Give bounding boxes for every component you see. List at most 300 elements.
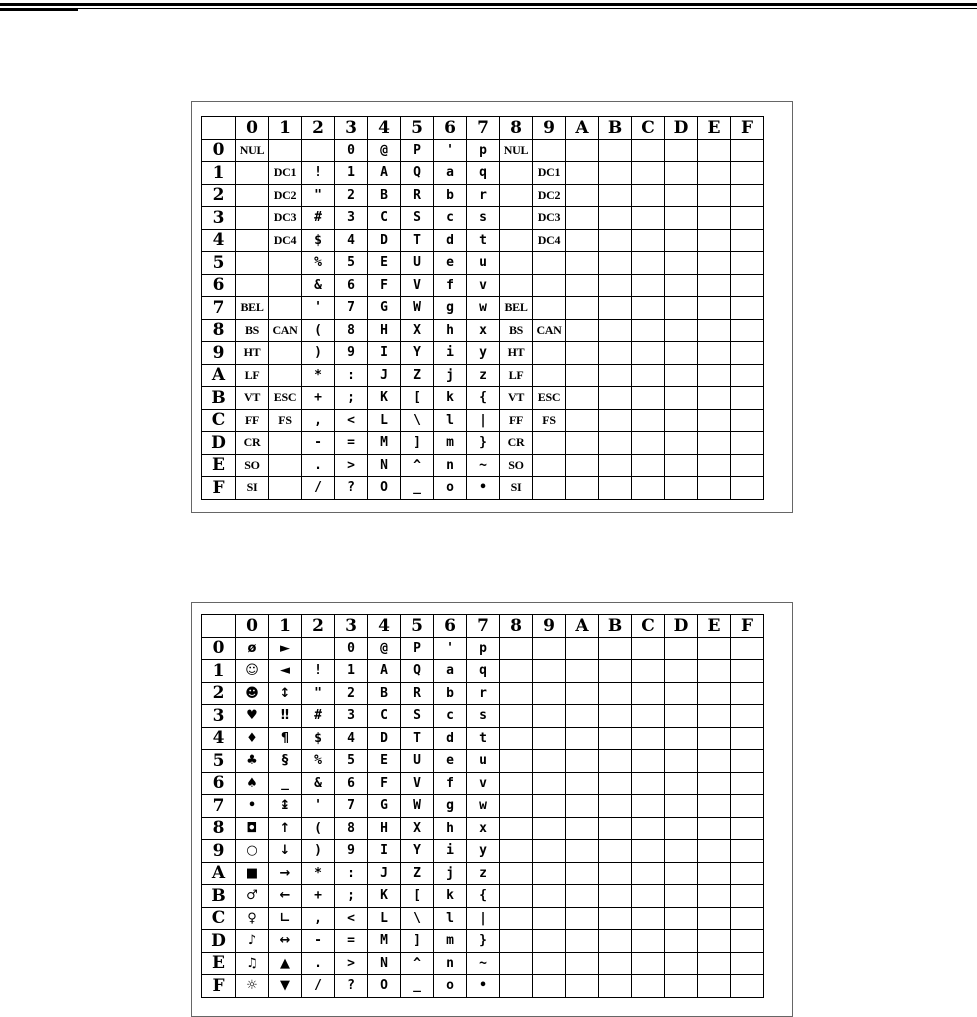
column-header: 0: [236, 117, 269, 140]
table-row: [202, 409, 764, 432]
char-cell: [236, 184, 269, 207]
char-cell: [269, 364, 302, 387]
char-cell: LF: [500, 364, 533, 387]
char-cell: N: [368, 454, 401, 477]
char-cell: [731, 342, 764, 365]
char-cell: DC2: [533, 184, 566, 207]
char-cell: [566, 162, 599, 185]
char-cell: C: [368, 705, 401, 728]
char-cell: [632, 387, 665, 410]
row-header: 6: [202, 772, 236, 795]
char-cell: [599, 229, 632, 252]
char-cell: [665, 660, 698, 683]
char-cell: V: [401, 772, 434, 795]
char-cell: [500, 207, 533, 230]
char-cell: 3: [335, 207, 368, 230]
char-cell: p: [467, 139, 500, 162]
column-header: 8: [500, 117, 533, 140]
char-cell: [698, 840, 731, 863]
char-cell: r: [467, 682, 500, 705]
table-row: [202, 252, 764, 275]
char-cell: @: [368, 637, 401, 660]
char-cell: ]: [401, 432, 434, 455]
char-cell: /: [302, 477, 335, 500]
char-cell: ◄: [269, 660, 302, 683]
char-cell: ;: [335, 885, 368, 908]
char-cell: i: [434, 342, 467, 365]
header-row: [202, 117, 764, 140]
char-cell: CAN: [533, 319, 566, 342]
char-cell: [698, 454, 731, 477]
table-row: [202, 297, 764, 320]
char-cell: ☼: [236, 975, 269, 998]
char-cell: j: [434, 862, 467, 885]
char-cell: S: [401, 207, 434, 230]
char-cell: [236, 229, 269, 252]
char-cell: [632, 342, 665, 365]
char-cell: [632, 229, 665, 252]
char-cell: m: [434, 432, 467, 455]
char-cell: [632, 454, 665, 477]
char-cell: [566, 862, 599, 885]
char-cell: B: [368, 184, 401, 207]
column-header: E: [698, 615, 731, 638]
table-row: [202, 907, 764, 930]
char-cell: [698, 637, 731, 660]
char-cell: |: [467, 409, 500, 432]
char-cell: [533, 364, 566, 387]
char-cell: <: [335, 409, 368, 432]
char-cell: U: [401, 252, 434, 275]
char-cell: [533, 660, 566, 683]
char-cell: n: [434, 454, 467, 477]
char-cell: M: [368, 930, 401, 953]
char-cell: ■: [236, 862, 269, 885]
char-cell: [698, 862, 731, 885]
char-cell: LF: [236, 364, 269, 387]
char-cell: [731, 409, 764, 432]
char-cell: ↓: [269, 840, 302, 863]
char-cell: =: [335, 930, 368, 953]
char-cell: [599, 975, 632, 998]
char-cell: [599, 297, 632, 320]
char-cell: ?: [335, 477, 368, 500]
char-cell: /: [302, 975, 335, 998]
char-cell: [599, 705, 632, 728]
char-cell: {: [467, 387, 500, 410]
char-cell: W: [401, 795, 434, 818]
column-header: B: [599, 615, 632, 638]
char-cell: c: [434, 207, 467, 230]
char-cell: [632, 750, 665, 773]
char-cell: [533, 930, 566, 953]
char-cell: 0: [335, 139, 368, 162]
table-row: [202, 432, 764, 455]
table-row: [202, 930, 764, 953]
char-cell: [566, 207, 599, 230]
char-cell: [731, 975, 764, 998]
char-cell: [269, 454, 302, 477]
char-cell: 6: [335, 772, 368, 795]
column-header: 8: [500, 615, 533, 638]
column-header: 1: [269, 615, 302, 638]
char-cell: [698, 252, 731, 275]
char-cell: [599, 184, 632, 207]
char-cell: W: [401, 297, 434, 320]
row-header: E: [202, 952, 236, 975]
char-cell: ¶: [269, 727, 302, 750]
char-cell: d: [434, 727, 467, 750]
char-cell: +: [302, 387, 335, 410]
char-cell: [500, 229, 533, 252]
char-cell: [632, 252, 665, 275]
char-cell: [632, 772, 665, 795]
char-cell: [599, 274, 632, 297]
char-cell: [632, 795, 665, 818]
char-cell: [236, 207, 269, 230]
column-header: 7: [467, 615, 500, 638]
char-cell: [566, 795, 599, 818]
char-cell: [500, 705, 533, 728]
char-cell: [665, 817, 698, 840]
char-cell: Y: [401, 840, 434, 863]
char-cell: [632, 274, 665, 297]
char-cell: {: [467, 885, 500, 908]
char-cell: VT: [236, 387, 269, 410]
char-cell: [533, 705, 566, 728]
char-cell: [698, 387, 731, 410]
char-cell: [599, 364, 632, 387]
char-cell: [698, 207, 731, 230]
char-cell: [665, 907, 698, 930]
char-cell: NUL: [500, 139, 533, 162]
row-header: 2: [202, 682, 236, 705]
char-cell: [500, 660, 533, 683]
char-cell: 7: [335, 795, 368, 818]
char-cell: FS: [533, 409, 566, 432]
char-cell: [632, 432, 665, 455]
char-cell: X: [401, 817, 434, 840]
char-cell: §: [269, 750, 302, 773]
char-cell: !: [302, 162, 335, 185]
char-cell: #: [302, 207, 335, 230]
char-cell: [731, 862, 764, 885]
char-cell: d: [434, 229, 467, 252]
column-header: 9: [533, 615, 566, 638]
header-rule-thick: [0, 3, 977, 6]
char-cell: A: [368, 660, 401, 683]
char-cell: [566, 477, 599, 500]
char-cell: \: [401, 907, 434, 930]
char-cell: [302, 637, 335, 660]
table-row: [202, 952, 764, 975]
char-cell: [533, 727, 566, 750]
character-table-1-frame: [191, 101, 793, 513]
table-row: [202, 862, 764, 885]
table-row: [202, 162, 764, 185]
column-header: 2: [302, 615, 335, 638]
char-cell: [632, 319, 665, 342]
char-cell: [533, 885, 566, 908]
row-header: 0: [202, 637, 236, 660]
char-cell: [731, 637, 764, 660]
char-cell: FF: [500, 409, 533, 432]
char-cell: p: [467, 637, 500, 660]
char-cell: [566, 750, 599, 773]
char-cell: B: [368, 682, 401, 705]
char-cell: [566, 682, 599, 705]
char-cell: [599, 162, 632, 185]
char-cell: j: [434, 364, 467, 387]
table-row: [202, 772, 764, 795]
char-cell: R: [401, 184, 434, 207]
char-cell: [665, 772, 698, 795]
char-cell: DC4: [533, 229, 566, 252]
char-cell: [632, 297, 665, 320]
char-cell: [632, 682, 665, 705]
char-cell: BS: [236, 319, 269, 342]
char-cell: 4: [335, 229, 368, 252]
char-cell: DC2: [269, 184, 302, 207]
table-row: [202, 139, 764, 162]
row-header: A: [202, 364, 236, 387]
char-cell: x: [467, 817, 500, 840]
char-cell: [599, 930, 632, 953]
char-cell: [566, 342, 599, 365]
row-header: B: [202, 885, 236, 908]
char-cell: [665, 975, 698, 998]
header-rule-tab: [0, 9, 78, 11]
char-cell: [665, 840, 698, 863]
char-cell: [698, 682, 731, 705]
char-cell: q: [467, 660, 500, 683]
char-cell: [599, 207, 632, 230]
char-cell: [599, 319, 632, 342]
char-cell: <: [335, 907, 368, 930]
char-cell: [632, 885, 665, 908]
char-cell: E: [368, 750, 401, 773]
column-header: 4: [368, 615, 401, 638]
char-cell: [500, 772, 533, 795]
char-cell: [632, 705, 665, 728]
char-cell: [698, 184, 731, 207]
char-cell: DC3: [269, 207, 302, 230]
column-header: A: [566, 615, 599, 638]
char-cell: ←: [269, 885, 302, 908]
char-cell: [533, 862, 566, 885]
char-cell: i: [434, 840, 467, 863]
char-cell: [731, 682, 764, 705]
char-cell: [731, 162, 764, 185]
row-header: F: [202, 975, 236, 998]
row-header: E: [202, 454, 236, 477]
char-cell: ◘: [236, 817, 269, 840]
char-cell: CR: [236, 432, 269, 455]
char-cell: J: [368, 862, 401, 885]
char-cell: [698, 795, 731, 818]
char-cell: [500, 637, 533, 660]
char-cell: [632, 364, 665, 387]
char-cell: [236, 252, 269, 275]
char-cell: [698, 952, 731, 975]
char-cell: [500, 274, 533, 297]
char-cell: [500, 840, 533, 863]
char-cell: [665, 409, 698, 432]
char-cell: 1: [335, 660, 368, 683]
char-cell: [698, 274, 731, 297]
char-cell: [731, 840, 764, 863]
row-header: D: [202, 930, 236, 953]
char-cell: [698, 364, 731, 387]
char-cell: a: [434, 660, 467, 683]
char-cell: [302, 139, 335, 162]
char-cell: O: [368, 975, 401, 998]
char-cell: [500, 795, 533, 818]
char-cell: [632, 184, 665, 207]
char-cell: [566, 409, 599, 432]
char-cell: [698, 477, 731, 500]
char-cell: [665, 297, 698, 320]
table-row: [202, 319, 764, 342]
char-cell: !: [302, 660, 335, 683]
char-cell: ,: [302, 907, 335, 930]
char-cell: >: [335, 454, 368, 477]
char-cell: [731, 477, 764, 500]
char-cell: [632, 139, 665, 162]
char-cell: ~: [467, 952, 500, 975]
char-cell: DC4: [269, 229, 302, 252]
char-cell: m: [434, 930, 467, 953]
char-cell: [731, 727, 764, 750]
char-cell: g: [434, 795, 467, 818]
char-cell: [533, 274, 566, 297]
char-cell: 2: [335, 682, 368, 705]
char-cell: >: [335, 952, 368, 975]
char-cell: [599, 885, 632, 908]
char-cell: [665, 952, 698, 975]
char-cell: ': [434, 637, 467, 660]
char-cell: o: [434, 975, 467, 998]
char-cell: V: [401, 274, 434, 297]
char-cell: BS: [500, 319, 533, 342]
char-cell: [731, 795, 764, 818]
char-cell: [500, 930, 533, 953]
char-cell: n: [434, 952, 467, 975]
char-cell: [698, 139, 731, 162]
table-row: [202, 364, 764, 387]
char-cell: 7: [335, 297, 368, 320]
char-cell: [533, 432, 566, 455]
char-cell: [698, 750, 731, 773]
char-cell: [698, 817, 731, 840]
char-cell: [566, 727, 599, 750]
char-cell: F: [368, 772, 401, 795]
char-cell: ": [302, 184, 335, 207]
char-cell: 8: [335, 817, 368, 840]
char-cell: [698, 705, 731, 728]
char-cell: [599, 454, 632, 477]
char-cell: [533, 975, 566, 998]
char-cell: [731, 952, 764, 975]
char-cell: [236, 274, 269, 297]
char-cell: Q: [401, 162, 434, 185]
column-header: F: [731, 615, 764, 638]
char-cell: [269, 432, 302, 455]
char-cell: }: [467, 930, 500, 953]
char-cell: [566, 637, 599, 660]
char-cell: [665, 750, 698, 773]
char-cell: ○: [236, 840, 269, 863]
char-cell: :: [335, 364, 368, 387]
char-cell: [599, 637, 632, 660]
table-row: [202, 274, 764, 297]
char-cell: l: [434, 907, 467, 930]
char-cell: [269, 139, 302, 162]
char-cell: C: [368, 207, 401, 230]
char-cell: l: [434, 409, 467, 432]
char-cell: [269, 342, 302, 365]
char-cell: [599, 660, 632, 683]
char-cell: [731, 319, 764, 342]
char-cell: +: [302, 885, 335, 908]
char-cell: ]: [401, 930, 434, 953]
column-header: 6: [434, 117, 467, 140]
char-cell: DC3: [533, 207, 566, 230]
char-cell: v: [467, 772, 500, 795]
char-cell: ▲: [269, 952, 302, 975]
column-header: A: [566, 117, 599, 140]
char-cell: ': [302, 297, 335, 320]
char-cell: [599, 477, 632, 500]
char-cell: 2: [335, 184, 368, 207]
char-cell: [731, 364, 764, 387]
char-cell: X: [401, 319, 434, 342]
char-cell: [665, 139, 698, 162]
char-cell: [533, 477, 566, 500]
char-cell: [665, 342, 698, 365]
char-cell: [566, 319, 599, 342]
row-header: 3: [202, 207, 236, 230]
char-cell: _: [401, 477, 434, 500]
char-cell: [698, 229, 731, 252]
char-cell: ^: [401, 454, 434, 477]
char-cell: [566, 907, 599, 930]
char-cell: [500, 750, 533, 773]
char-cell: [731, 252, 764, 275]
header-rule-thin: [0, 8, 977, 9]
char-cell: S: [401, 705, 434, 728]
char-cell: [599, 952, 632, 975]
char-cell: x: [467, 319, 500, 342]
char-cell: ;: [335, 387, 368, 410]
column-header: 6: [434, 615, 467, 638]
char-cell: q: [467, 162, 500, 185]
char-cell: [533, 342, 566, 365]
table-row: [202, 660, 764, 683]
char-cell: t: [467, 229, 500, 252]
char-cell: [566, 817, 599, 840]
row-header: 1: [202, 162, 236, 185]
char-cell: [731, 297, 764, 320]
char-cell: Z: [401, 364, 434, 387]
table-row: [202, 682, 764, 705]
char-cell: [500, 727, 533, 750]
char-cell: [731, 274, 764, 297]
char-cell: [500, 952, 533, 975]
char-cell: [665, 637, 698, 660]
char-cell: SI: [500, 477, 533, 500]
corner-cell: [202, 615, 236, 638]
